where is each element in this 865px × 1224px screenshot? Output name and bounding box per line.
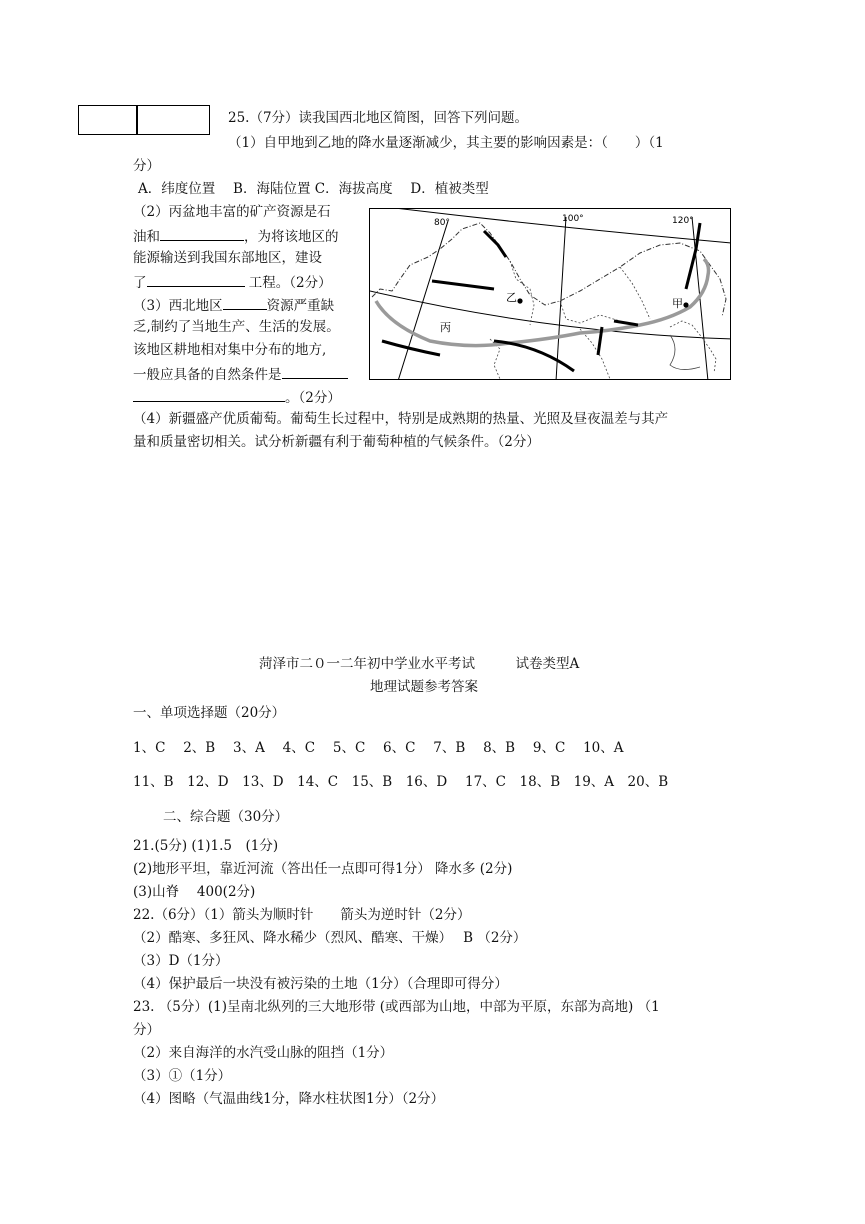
q25-part2-line1: （2）丙盆地丰富的矿产资源是石 [133, 204, 331, 220]
answer-23-line1: 23. （5分）(1)呈南北纵列的三大地形带 (或西部为山地，中部为平原，东部为高地) （1 [133, 999, 660, 1015]
answers-section1: 一、单项选择题（20分） [133, 705, 286, 721]
q25-part2-text-b: ，为将该地区的 [244, 229, 339, 245]
coastline [670, 321, 716, 373]
q25-part2-line3: 能源输送到我国东部地区，建设 [133, 250, 322, 266]
answer-23-line5: （4）图略（气温曲线1分，降水柱状图1分）（2分） [133, 1091, 445, 1107]
answer-22-line1: 22.（6分）（1）箭头为顺时针 箭头为逆时针（2分） [133, 907, 471, 923]
answer-22-line4: （4）保护最后一块没有被污染的土地（1分）（合理即可得分） [133, 976, 508, 992]
answer-blank[interactable] [160, 226, 244, 241]
answers-header: 菏泽市二０一二年初中学业水平考试 试卷类型A [259, 656, 580, 672]
province-boundary [560, 301, 620, 323]
province-boundary [620, 267, 650, 319]
q25-part3-text-b: 资源严重缺 [266, 298, 335, 314]
answer-blank[interactable] [133, 387, 285, 402]
answer-23-line4: （3）①（1分） [133, 1068, 232, 1084]
mountain-range-yinshan [614, 321, 638, 325]
q25-part2-line4 [133, 272, 332, 292]
q25-part3-line5 [133, 387, 341, 407]
answer-blank[interactable] [223, 295, 267, 310]
q25-part3-line1 [133, 295, 334, 315]
q25-part3-line2: 乏,制约了当地生产、生活的发展。 [133, 319, 340, 335]
map-label-bing: 丙 [440, 321, 451, 334]
q25-part1-line1: （1）自甲地到乙地的降水量逐渐减少，其主要的影响因素是：（ ）（1 [228, 135, 664, 151]
answer-21-line3: (3)山脊 400(2分) [133, 884, 256, 900]
map-label-jia: 甲 [672, 297, 683, 310]
answers-row2: 11、B 12、D 13、D 14、C 15、B 16、D 17、C 18、B 19、A 20、B [133, 774, 669, 790]
answers-subtitle: 地理试题参考答案 [370, 679, 478, 695]
q25-part4-line2: 量和质量密切相关。试分析新疆有利于葡萄种植的气候条件。（2分） [133, 434, 540, 450]
answer-22-line2: （2）酷寒、多狂风、降水稀少（烈风、酷寒、干燥） B （2分） [133, 930, 527, 946]
answer-22-line3: （3）D（1分） [133, 953, 229, 969]
q25-part3-line3: 该地区耕地相对集中分布的地方, [133, 342, 327, 358]
answer-21-line1: 21.(5分) (1)1.5 (1分) [133, 838, 279, 854]
great-wall-route [376, 259, 709, 346]
answer-23-line3: （2）来自海洋的水汽受山脉的阻挡（1分） [133, 1045, 394, 1061]
q25-part4-line1: （4）新疆盛产优质葡萄。葡萄生长过程中，特别是成熟期的热量、光照及昼夜温差与其产 [133, 411, 669, 427]
answer-23-line2: 分） [133, 1022, 160, 1038]
q25-part3-line4 [133, 364, 348, 384]
map-svg [370, 209, 731, 380]
lon-label-80: 80° [434, 218, 450, 228]
answer-blank[interactable] [147, 272, 245, 287]
longitude-line-80 [398, 221, 448, 380]
province-boundary [580, 329, 610, 379]
point-yi [517, 298, 522, 303]
q25-part2-line2 [133, 226, 339, 246]
map-label-yi: 乙 [506, 291, 517, 304]
q25-part3-text-c: 一般应具备的自然条件是 [133, 367, 282, 383]
answer-21-line2: (2)地形平坦，靠近河流（答出任一点即可得1分） 降水多 (2分) [133, 861, 513, 877]
answers-row1: 1、C 2、B 3、A 4、C 5、C 6、C 7、B 8、B 9、C 10、A [133, 740, 624, 756]
answers-section2: 二、综合题（30分） [163, 809, 289, 825]
q25-part2-text-a: 油和 [133, 229, 160, 245]
northwest-china-map [369, 208, 731, 380]
mountain-range-tianshan [432, 281, 494, 289]
q25-part2-text-d: 工程。（2分） [244, 275, 332, 291]
q25-title: 25.（7分）读我国西北地区简图，回答下列问题。 [228, 110, 529, 126]
river [670, 335, 700, 370]
q25-part3-text-a: （3）西北地区 [133, 298, 223, 314]
mountain-range-kunlun [382, 341, 440, 355]
mountain-range-altai [484, 231, 506, 257]
score-box [78, 105, 210, 135]
answer-blank[interactable] [282, 364, 348, 379]
point-jia [683, 302, 688, 307]
lon-label-120: 120° [672, 216, 694, 226]
q25-part2-text-c: 了 [133, 275, 147, 291]
score-box-divider [136, 106, 138, 134]
latitude-line-north [370, 209, 731, 243]
q25-part1-options: A．纬度位置 B．海陆位置 C．海拔高度 D．植被类型 [138, 181, 489, 197]
q25-part1-line2: 分） [133, 158, 160, 174]
lon-label-100: 100° [562, 214, 584, 224]
q25-part3-text-d: 。（2分） [285, 390, 341, 406]
mountain-range-qilian [494, 341, 574, 371]
